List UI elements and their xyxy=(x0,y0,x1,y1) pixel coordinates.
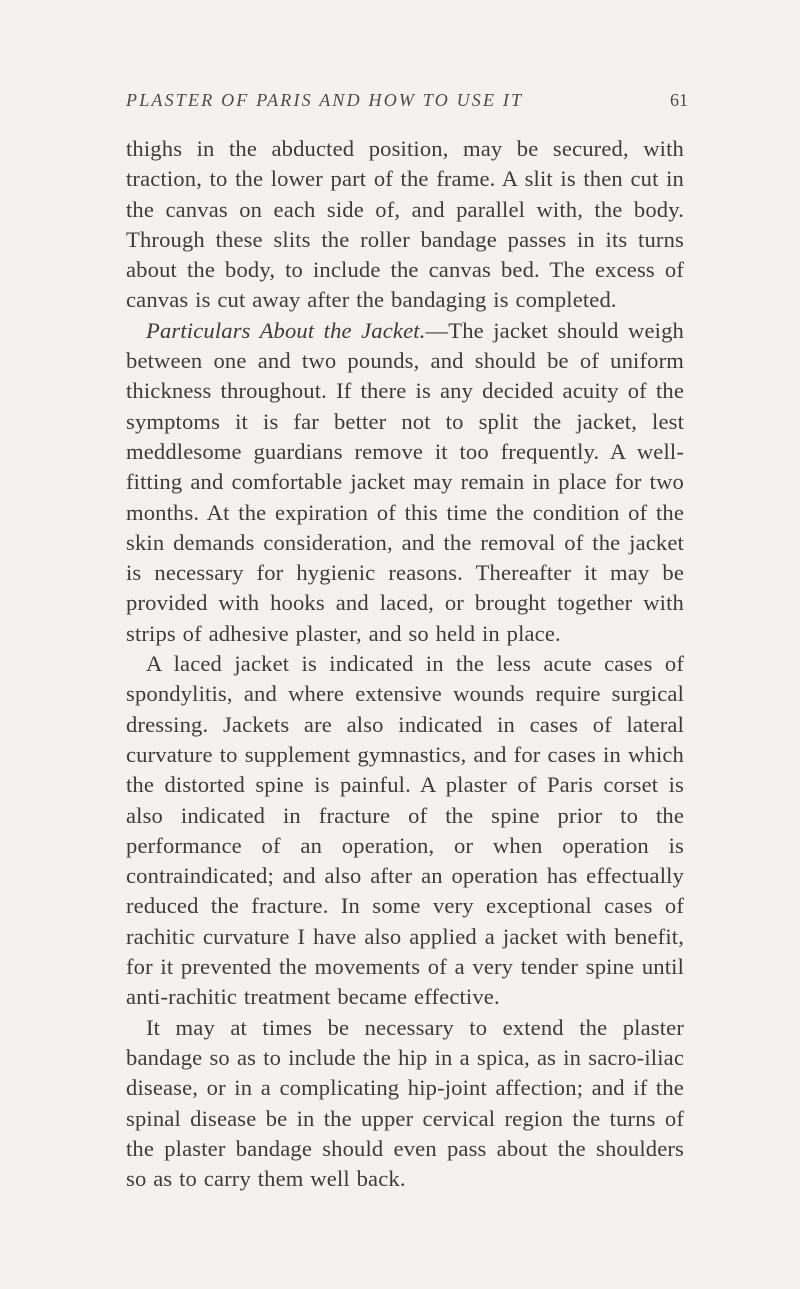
body-text xyxy=(126,134,684,1194)
paragraph-text: —The jacket should weigh between one and two pounds, and should be of uniform thickness throughout. If there is any decided acuity of the symptoms it is far better not to split the jacket, lest meddlesome guardians remove it too frequently. A well-fitting and comfortable jacket may remain in place for two months. At the expiration of this time the condition of the skin demands consideration, and the removal of the jacket is necessary for hygienic reasons. Thereafter it may be provided with hooks and laced, or brought together with strips of adhesive plaster, and so held in place. xyxy=(126,317,684,646)
run-in-heading: Particulars About the Jacket. xyxy=(146,317,426,343)
paragraph-text: It may at times be necessary to extend the plaster bandage so as to include the hip in a spica, as in sacro-iliac disease, or in a complicating hip-joint affection; and if the spinal disease be in the upper cervical region the turns of the plaster bandage should even pass about the shoulders so as to carry them well back. xyxy=(126,1014,684,1192)
running-head xyxy=(126,88,688,118)
paragraph-spica-extension xyxy=(126,1013,684,1195)
book-page xyxy=(126,88,688,1194)
paragraph-laced-jacket xyxy=(126,649,684,1013)
running-title: PLASTER OF PARIS AND HOW TO USE IT xyxy=(126,90,524,110)
paragraph-text: thighs in the abducted position, may be secured, with traction, to the lower part of the frame. A slit is then cut in the canvas on each side of, and parallel with, the body. Through these slits the roller bandage passes in its turns about the body, to include the canvas bed. The excess of canvas is cut away after the bandaging is completed. xyxy=(126,136,684,313)
paragraph-continued xyxy=(126,134,684,316)
page-number: 61 xyxy=(670,90,688,110)
paragraph-text: A laced jacket is indicated in the less acute cases of spondylitis, and where extensive wounds require surgical dressing. Jackets are also indicated in cases of lateral curvature to supplement gymnastics, and for cases in which the distorted spine is painful. A plaster of Paris corset is also indicated in fracture of the spine prior to the performance of an operation, or when operation is contraindicated; and also after an operation has effectually reduced the fracture. In some very exceptional cases of rachitic curvature I have also applied a jacket with benefit, for it prevented the movements of a very tender spine until anti-rachitic treatment became effective. xyxy=(126,651,684,1010)
paragraph-jacket-particulars xyxy=(126,316,684,649)
